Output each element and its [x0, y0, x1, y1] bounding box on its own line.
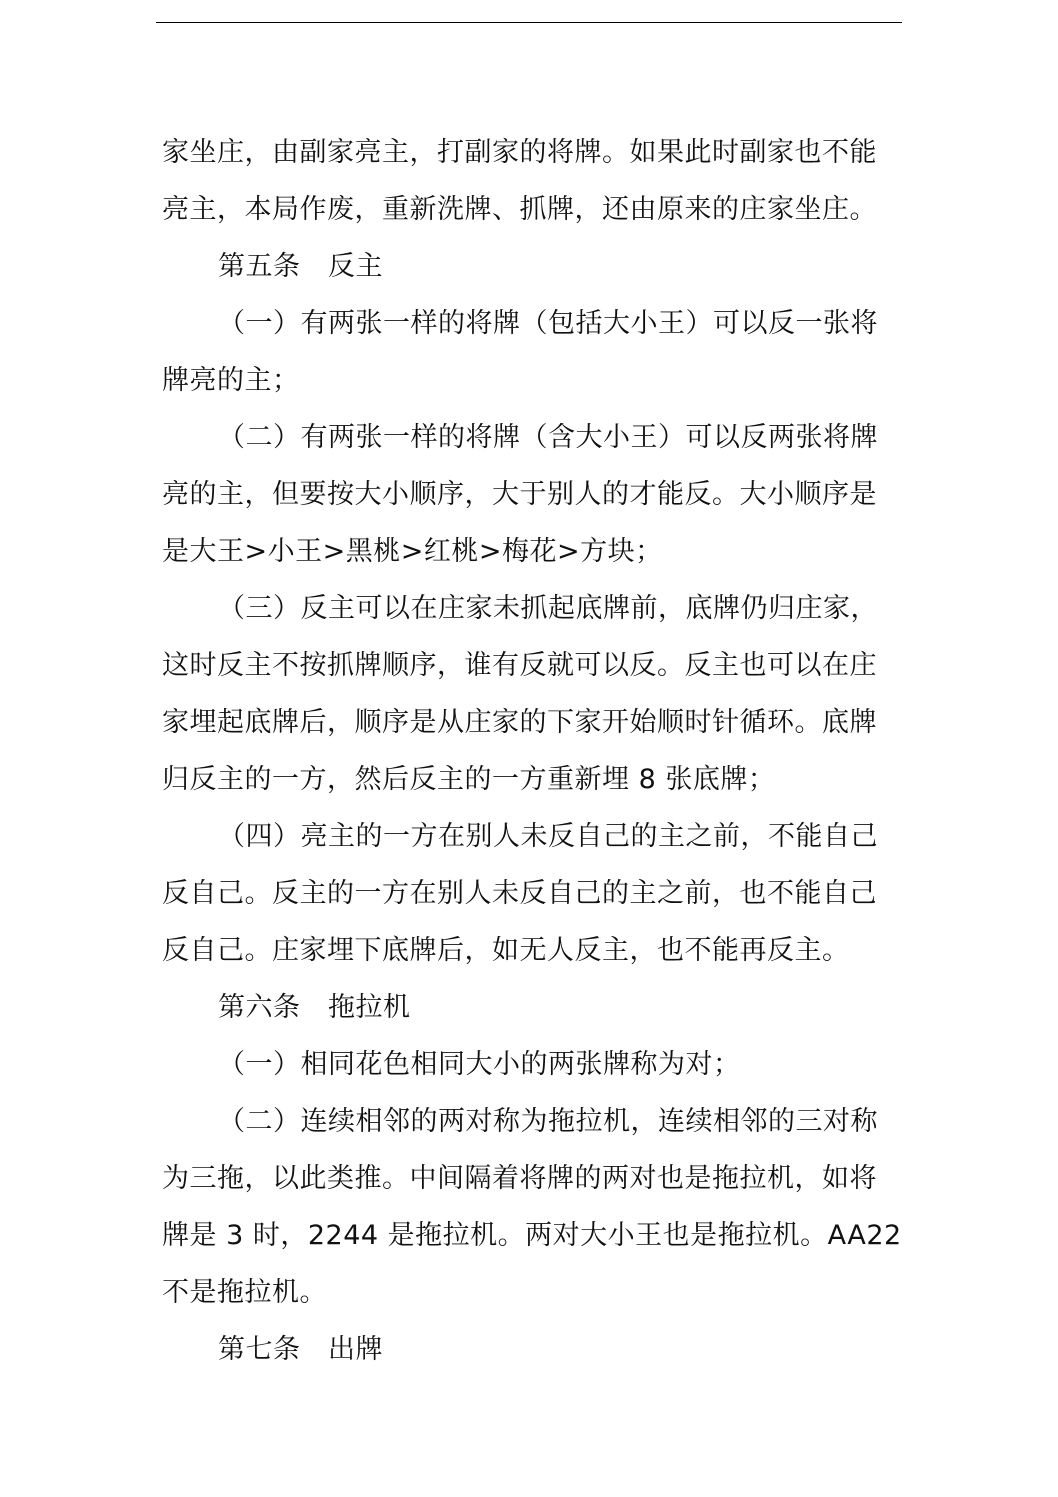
section-heading-article-5: 第五条 反主: [218, 251, 383, 282]
header-rule: [156, 22, 902, 23]
section-heading-article-7: 第七条 出牌: [218, 1334, 383, 1365]
clause-5-3: （三）反主可以在庄家未抓起底牌前，底牌仍归庄家，这时反主不按抓牌顺序，谁有反就可以反。反主也可以在庄家埋起底牌后，顺序是从庄家的下家开始顺时针循环。底牌归反主的一方，然后反主的一方重新埋 8 张底牌；: [162, 593, 878, 795]
clause-5-1: （一）有两张一样的将牌（包括大小王）可以反一张将牌亮的主；: [162, 308, 878, 396]
document-body: [162, 124, 911, 1378]
section-heading-article-6: 第六条 拖拉机: [218, 992, 411, 1023]
clause-6-2: （二）连续相邻的两对称为拖拉机，连续相邻的三对称为三拖，以此类推。中间隔着将牌的两对也是拖拉机，如将牌是 3 时，2244 是拖拉机。两对大小王也是拖拉机。AA22 不是拖拉机。: [162, 1106, 911, 1308]
clause-6-1: （一）相同花色相同大小的两张牌称为对；: [218, 1049, 741, 1080]
clause-5-4: （四）亮主的一方在别人未反自己的主之前，不能自己反自己。反主的一方在别人未反自己的主之前，也不能自己反自己。庄家埋下底牌后，如无人反主，也不能再反主。: [162, 821, 878, 966]
clause-5-2: （二）有两张一样的将牌（含大小王）可以反两张将牌亮的主，但要按大小顺序，大于别人的才能反。大小顺序是是大王>小王>黑桃>红桃>梅花>方块；: [162, 422, 878, 567]
paragraph-continuation: 家坐庄，由副家亮主，打副家的将牌。如果此时副家也不能亮主，本局作废，重新洗牌、抓牌，还由原来的庄家坐庄。: [162, 137, 877, 225]
